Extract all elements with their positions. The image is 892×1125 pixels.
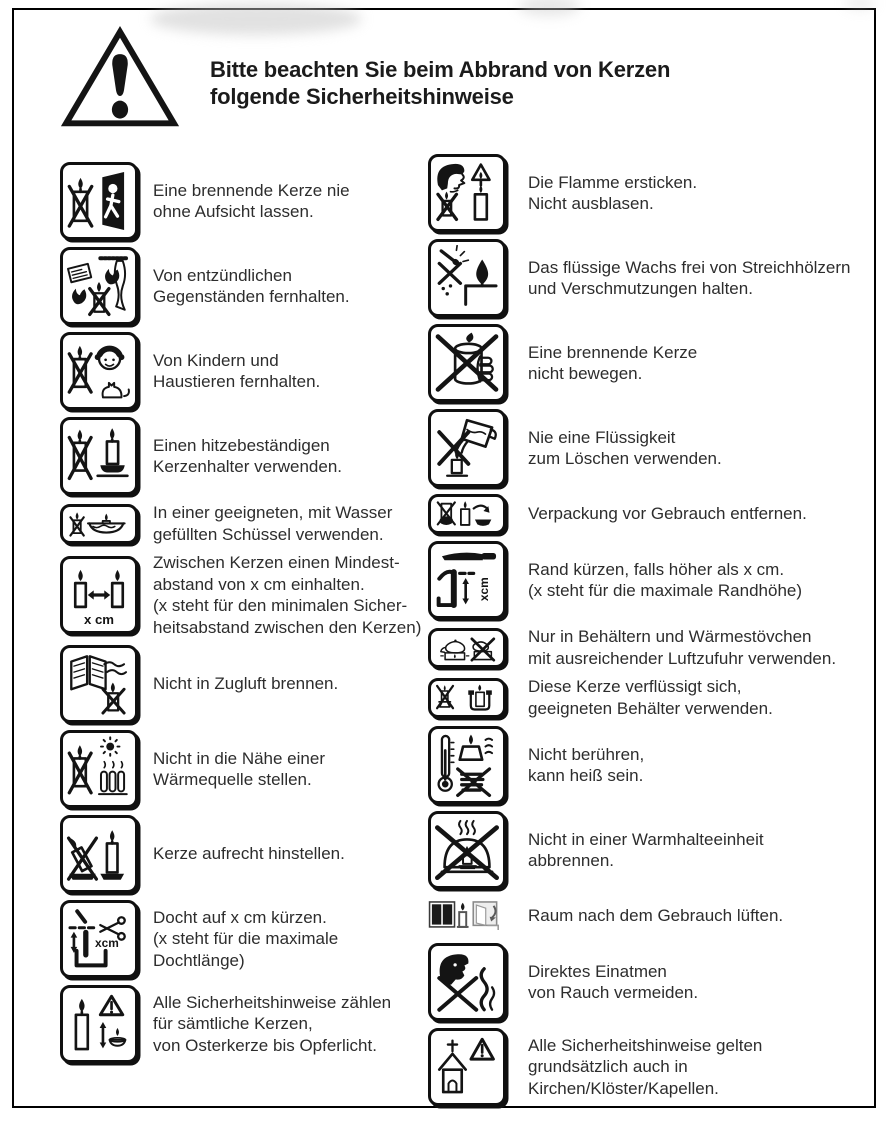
remove-packaging-icon <box>428 494 506 534</box>
safety-item <box>60 815 425 893</box>
safety-item <box>428 726 868 804</box>
safety-item <box>428 676 868 719</box>
safety-item <box>60 985 425 1063</box>
no-liquid-extinguish-icon <box>428 409 506 487</box>
page-title-line2: folgende Sicherheitshinweise <box>210 84 514 109</box>
safety-item <box>428 239 868 317</box>
safety-item-text: Nicht in die Nähe einer Wärmequelle stellen. <box>153 748 325 789</box>
safety-item <box>428 811 868 889</box>
all-candles-warning-icon <box>60 985 138 1063</box>
safety-item-text: Nicht in einer Warmhalteeinheit abbrennen. <box>528 829 764 870</box>
svg-text:xcm: xcm <box>477 577 492 602</box>
safety-item <box>428 943 868 1021</box>
upright-candle-icon <box>60 815 138 893</box>
safety-item-text: Alle Sicherheitshinweise zählen für sämtliche Kerzen, von Osterkerze bis Opferlicht. <box>153 992 392 1055</box>
do-not-move-icon <box>428 324 506 402</box>
air-supply-icon <box>428 628 506 668</box>
safety-item-text: Verpackung vor Gebrauch entfernen. <box>528 504 807 524</box>
safety-item <box>428 494 868 534</box>
safety-item <box>428 409 868 487</box>
safety-item <box>428 324 868 402</box>
safety-item <box>60 730 425 808</box>
church-warning-icon <box>428 1028 506 1106</box>
page-title <box>210 56 670 110</box>
warning-triangle-icon <box>54 25 186 131</box>
safety-item-text: Das flüssige Wachs frei von Streichhölzern und Verschmutzungen halten. <box>528 257 851 298</box>
safety-item <box>60 502 425 545</box>
keep-wax-clean-icon <box>428 239 506 317</box>
trim-wick-icon <box>60 900 138 978</box>
safety-item-text: Eine brennende Kerze nie ohne Aufsicht lassen. <box>153 180 350 221</box>
page-title-line1: Bitte beachten Sie beim Abbrand von Kerzen <box>210 57 671 82</box>
safety-item-text: Nicht in Zugluft brennen. <box>153 674 339 694</box>
safety-item <box>60 162 425 240</box>
svg-text:xcm: xcm <box>95 935 119 950</box>
liquefying-candle-icon <box>428 678 506 718</box>
safety-item-text: In einer geeigneten, mit Wasser gefüllten Schüssel verwenden. <box>153 503 393 544</box>
safety-item-text: Raum nach dem Gebrauch lüften. <box>528 906 784 926</box>
safety-item-text: Von entzündlichen Gegenständen fernhalten. <box>153 265 350 306</box>
safety-item-text: Docht auf x cm kürzen. (x steht für die maximale Dochtlänge) <box>153 907 339 970</box>
safety-item <box>60 645 425 723</box>
trim-rim-icon <box>428 541 506 619</box>
safety-item <box>60 417 425 495</box>
no-unattended-burning-icon <box>60 162 138 240</box>
safety-item-text: Die Flamme ersticken. Nicht ausblasen. <box>528 172 698 213</box>
safety-item <box>60 900 425 978</box>
safety-item-text: Nie eine Flüssigkeit zum Löschen verwenden. <box>528 427 722 468</box>
safety-item <box>60 552 425 638</box>
safety-item-text: Direktes Einatmen von Rauch vermeiden. <box>528 961 699 1002</box>
safety-item <box>428 154 868 232</box>
no-heat-source-icon <box>60 730 138 808</box>
safety-item-text: Kerze aufrecht hinstellen. <box>153 844 345 864</box>
svg-text:x cm: x cm <box>83 612 115 628</box>
safety-item-text: Einen hitzebeständigen Kerzenhalter verwenden. <box>153 435 343 476</box>
safety-column-right <box>428 154 868 1106</box>
do-not-touch-hot-icon <box>428 726 506 804</box>
safety-item <box>428 1028 868 1106</box>
keep-away-flammables-icon <box>60 247 138 325</box>
candle-distance-icon <box>60 556 138 634</box>
safety-item-text: Zwischen Kerzen einen Mindest- abstand von x cm einhalten. (x steht für den minimalen Sicher- heitsabstand zwischen den Kerzen) <box>153 553 422 637</box>
no-draft-icon <box>60 645 138 723</box>
no-food-warmer-icon <box>428 811 506 889</box>
safety-item-text: Nicht berühren, kann heiß sein. <box>528 744 645 785</box>
smother-flame-icon <box>428 154 506 232</box>
heat-resistant-holder-icon <box>60 417 138 495</box>
safety-item <box>428 541 868 619</box>
safety-item <box>60 247 425 325</box>
safety-item-text: Eine brennende Kerze nicht bewegen. <box>528 342 698 383</box>
safety-item-text: Diese Kerze verflüssigt sich, geeigneten Behälter verwenden. <box>528 677 773 718</box>
safety-item <box>428 626 868 669</box>
water-bowl-icon <box>60 504 138 544</box>
safety-item-text: Nur in Behältern und Wärmestövchen mit ausreichender Luftzufuhr verwenden. <box>528 627 837 668</box>
safety-item-text: Rand kürzen, falls höher als x cm. (x steht für die maximale Randhöhe) <box>528 559 803 600</box>
keep-away-children-pets-icon <box>60 332 138 410</box>
safety-item-text: Von Kindern und Haustieren fernhalten. <box>153 350 321 391</box>
safety-item <box>60 332 425 410</box>
safety-column-left <box>60 162 425 1063</box>
ventilate-room-icon <box>428 896 506 936</box>
safety-item-text: Alle Sicherheitshinweise gelten grundsätzlich auch in Kirchen/Klöster/Kapellen. <box>528 1035 763 1098</box>
safety-item <box>428 896 868 936</box>
avoid-smoke-inhalation-icon <box>428 943 506 1021</box>
